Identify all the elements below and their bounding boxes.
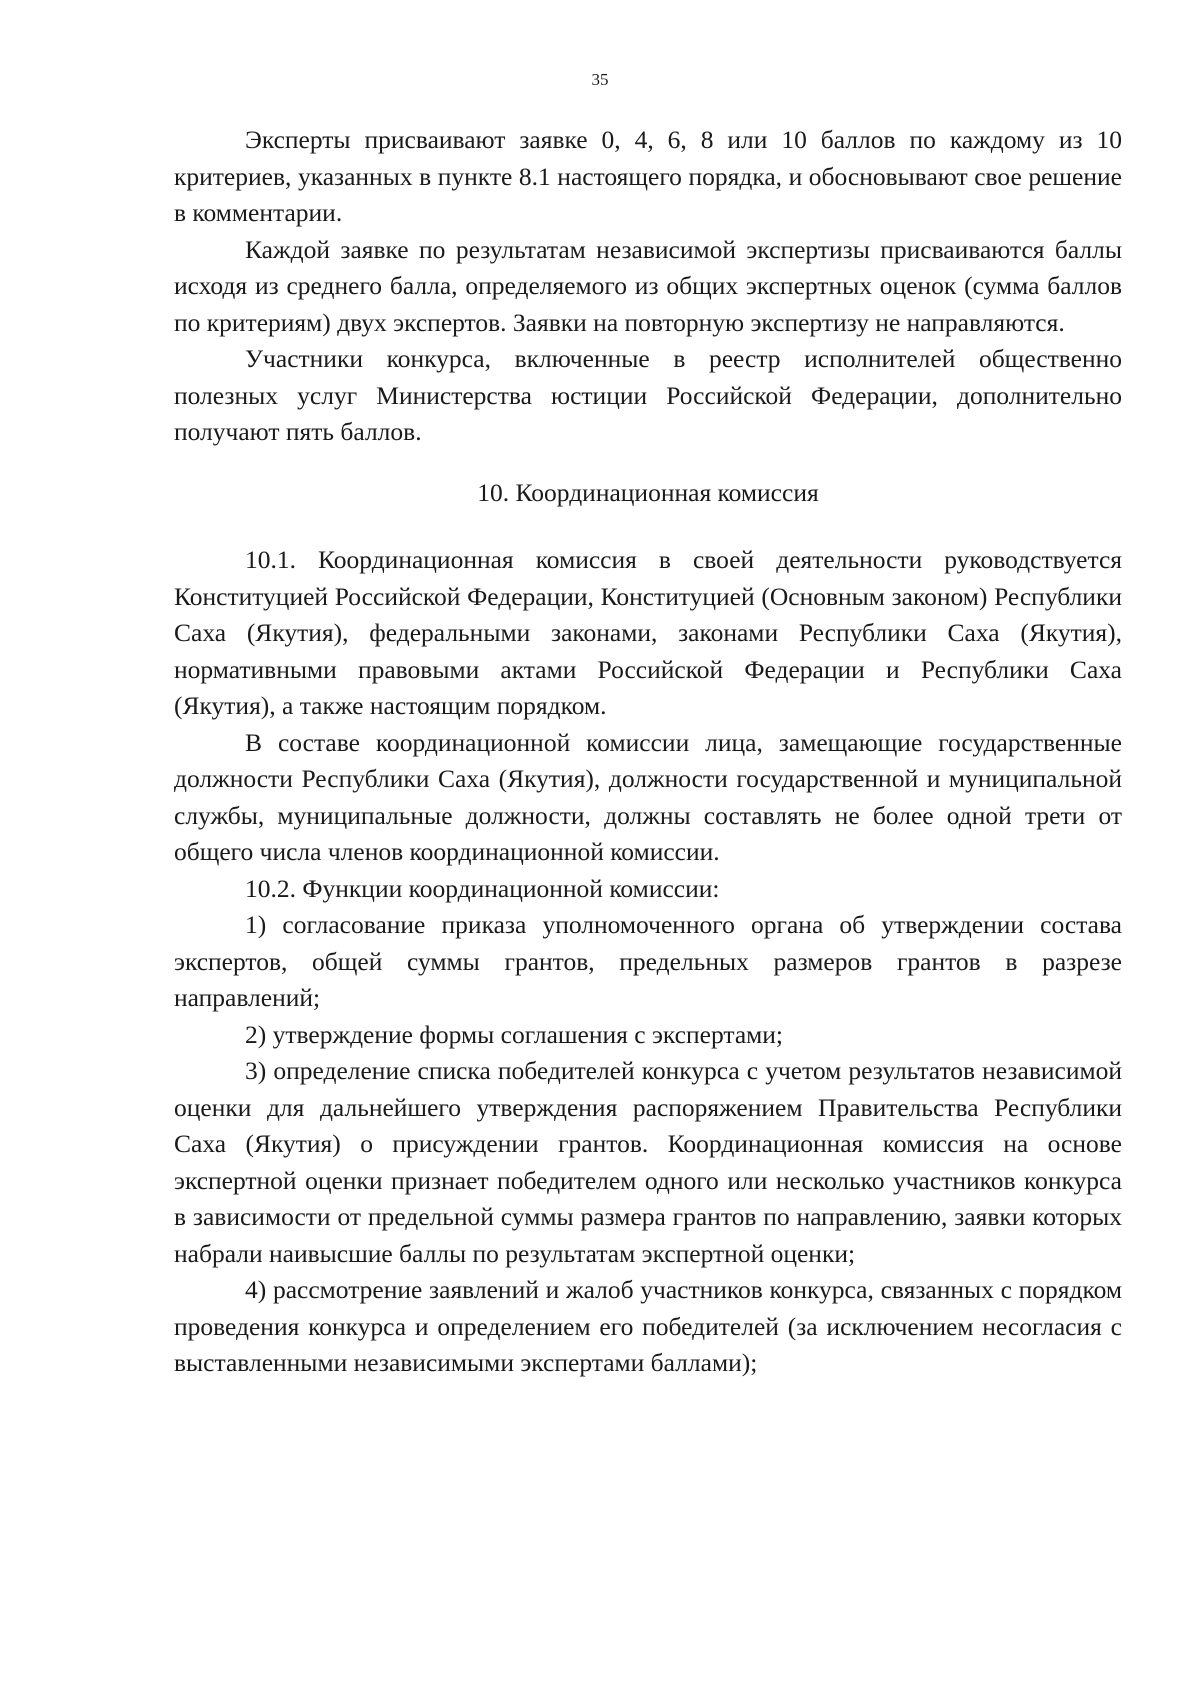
page-content — [174, 122, 1122, 1382]
paragraph-average-score: Каждой заявке по результатам независимой экспертизы присваиваются баллы исходя из среднего балла, определяемого из общих экспертных оценок (сумма баллов по критериям) двух экспертов. Заявки на повторную экспертизу не направляются. — [174, 234, 1122, 337]
paragraph-expert-scores: Эксперты присваивают заявке 0, 4, 6, 8 или 10 баллов по каждому из 10 критериев, указанных в пункте 8.1 настоящего порядка, и обосновывают свое решение в комментарии. — [174, 125, 1122, 227]
section-heading: 10. Координационная комиссия — [477, 477, 819, 507]
paragraph-10-2: 10.2. Функции координационной комиссии: — [245, 873, 720, 903]
paragraph-commission-composition: В составе координационной комиссии лица, замещающие государственные должности Республики Саха (Якутия), должности государственной и муниципальной службы, муниципальные должности, должны составлять не более одной трети от общего числа членов координационной комиссии. — [174, 727, 1122, 866]
page-number: 35 — [591, 70, 609, 89]
list-item-2: 2) утверждение формы соглашения с экспертами; — [245, 1019, 784, 1049]
paragraph-bonus-points: Участники конкурса, включенные в реестр исполнителей общественно полезных услуг Министерства юстиции Российской Федерации, дополнительно получают пять баллов. — [174, 344, 1122, 446]
list-item-3: 3) определение списка победителей конкурса с учетом результатов независимой оценки для дальнейшего утверждения распоряжением Правительства Республики Саха (Якутия) о присуждении грантов. Координационная комиссия на основе экспертной оценки признает победителем одного или несколько участников конкурса в зависимости от предельной суммы размера грантов по направлению, заявки которых набрали наивысшие баллы по результатам экспертной оценки; — [174, 1056, 1122, 1268]
list-item-1: 1) согласование приказа уполномоченного органа об утверждении состава экспертов, общей суммы грантов, предельных размеров грантов в разрезе направлений; — [174, 910, 1122, 1012]
paragraph-10-1: 10.1. Координационная комиссия в своей деятельности руководствуется Конституцией Российской Федерации, Конституцией (Основным законом) Республики Саха (Якутия), федеральными законами, законами Республики Саха (Якутия), нормативными правовыми актами Российской Федерации и Республики Саха (Якутия), а также настоящим порядком. — [174, 545, 1122, 720]
list-item-4: 4) рассмотрение заявлений и жалоб участников конкурса, связанных с порядком проведения конкурса и определением его победителей (за исключением несогласия с выставленными независимыми экспертами баллами); — [174, 1275, 1122, 1377]
